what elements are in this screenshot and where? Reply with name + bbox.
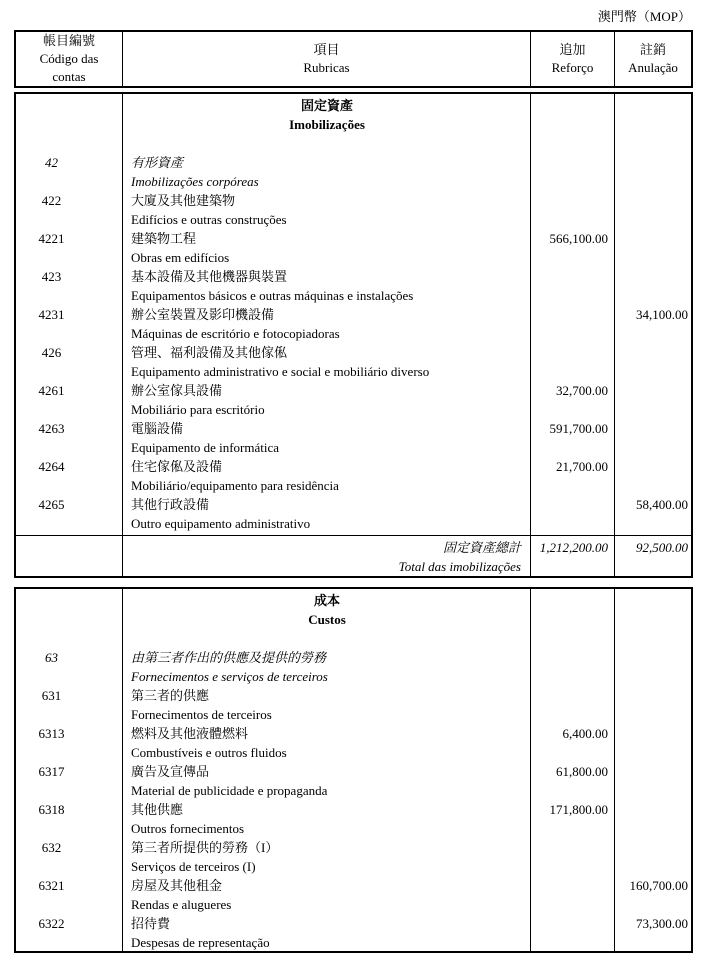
- amount-anulacao: [615, 267, 691, 286]
- c3-cell: [531, 557, 615, 576]
- table-line: [16, 305, 691, 324]
- amount-anulacao: 160,700.00: [629, 878, 688, 893]
- c4-cell: [615, 705, 691, 724]
- c1-cell: [16, 895, 123, 914]
- item-label-pt: Obras em edifícios: [131, 250, 230, 265]
- section-title-pt: Imobilizações: [289, 117, 365, 132]
- c1-cell: [16, 781, 123, 800]
- c4-cell: [615, 895, 691, 914]
- item-label-zh: 辦公室傢具設備: [131, 383, 223, 398]
- table-line: [16, 343, 691, 362]
- header-label: 註銷: [639, 42, 666, 57]
- table-line: [16, 914, 691, 933]
- c3-cell: [531, 819, 615, 838]
- item-label-zh: 基本設備及其他機器與裝置: [131, 269, 288, 284]
- header-label: 追加: [559, 42, 586, 57]
- total-label-pt: Total das imobilizações: [398, 559, 521, 574]
- item-label-pt: Fornecimentos de terceiros: [131, 707, 272, 722]
- table-line: [16, 933, 691, 952]
- account-code: 632: [41, 840, 62, 855]
- table-line: [16, 705, 691, 724]
- account-code: 631: [41, 688, 62, 703]
- table-line: [16, 267, 691, 286]
- c3-cell: [531, 895, 615, 914]
- table-line: [16, 557, 691, 576]
- c4-cell: [615, 591, 691, 610]
- c1-cell: [16, 557, 123, 576]
- item-label-zh: 其他行政設備: [131, 497, 210, 512]
- amount-reforco: [531, 267, 615, 286]
- amount-reforco: [531, 648, 615, 667]
- table-header: [14, 30, 693, 88]
- c1-cell: [16, 629, 123, 648]
- c4-cell: [615, 857, 691, 876]
- account-code: 4261: [38, 383, 65, 398]
- c4-cell: [615, 115, 691, 134]
- item-label-zh: 廣告及宣傳品: [131, 764, 210, 779]
- c4-cell: [615, 96, 691, 115]
- table-line: [16, 115, 691, 134]
- table-line: [16, 629, 691, 648]
- amount-reforco: [531, 838, 615, 857]
- table-line: [16, 324, 691, 343]
- c3-cell: [531, 705, 615, 724]
- amount-reforco: [531, 191, 615, 210]
- table-line: [16, 895, 691, 914]
- c3-cell: [531, 115, 615, 134]
- amount-anulacao: 58,400.00: [636, 497, 688, 512]
- table-line: [16, 876, 691, 895]
- c4-cell: [615, 134, 691, 153]
- account-code: 6322: [38, 916, 65, 931]
- table-line: [16, 381, 691, 400]
- item-label-pt: Equipamentos básicos e outras máquinas e instalações: [131, 288, 414, 303]
- amount-reforco: 591,700.00: [549, 421, 608, 436]
- item-label-pt: Rendas e alugueres: [131, 897, 232, 912]
- amount-anulacao: [615, 457, 691, 476]
- table-line: [16, 838, 691, 857]
- c3-cell: [531, 476, 615, 495]
- c1-cell: [16, 705, 123, 724]
- item-label-pt: Máquinas de escritório e fotocopiadoras: [131, 326, 340, 341]
- item-label-zh: 燃料及其他液體燃料: [131, 726, 249, 741]
- c4-cell: [615, 514, 691, 533]
- amount-anulacao: [615, 191, 691, 210]
- amount-anulacao: [615, 800, 691, 819]
- account-code: 4264: [38, 459, 65, 474]
- table-line: [16, 495, 691, 514]
- item-label-pt: Combustíveis e outros fluidos: [131, 745, 287, 760]
- table-line: [16, 210, 691, 229]
- table-line: [16, 857, 691, 876]
- c4-cell: [615, 248, 691, 267]
- item-label-pt: Imobilizações corpóreas: [131, 174, 259, 189]
- c4-cell: [615, 476, 691, 495]
- section-title-zh: 成本: [313, 593, 340, 608]
- item-label-zh: 其他供應: [131, 802, 184, 817]
- amount-anulacao: [615, 648, 691, 667]
- c1-cell: [16, 819, 123, 838]
- item-label-pt: Equipamento de informática: [131, 440, 280, 455]
- item-label-zh: 第三者的供應: [131, 688, 210, 703]
- account-code: 42: [45, 155, 58, 170]
- amount-anulacao: [615, 419, 691, 438]
- account-code: 4231: [38, 307, 65, 322]
- section-body: [16, 94, 691, 535]
- table-line: [16, 248, 691, 267]
- c4-cell: [615, 610, 691, 629]
- c4-cell: [615, 172, 691, 191]
- c1-cell: [16, 210, 123, 229]
- header-label: Anulação: [628, 60, 678, 75]
- account-code: 423: [41, 269, 62, 284]
- amount-anulacao: [615, 343, 691, 362]
- header-label: 帳目編號: [42, 33, 95, 48]
- table-line: [16, 610, 691, 629]
- amount-anulacao: [615, 724, 691, 743]
- amount-anulacao: 73,300.00: [636, 916, 688, 931]
- c1-cell: [16, 115, 123, 134]
- c1-cell: [16, 476, 123, 495]
- c3-cell: [531, 400, 615, 419]
- c1-cell: [16, 591, 123, 610]
- item-label-zh: 第三者所提供的勞務（I）: [131, 840, 279, 855]
- c3-cell: [531, 324, 615, 343]
- item-label-pt: Serviços de terceiros (I): [131, 859, 256, 874]
- amount-reforco: [531, 153, 615, 172]
- c4-cell: [615, 819, 691, 838]
- table-line: [16, 172, 691, 191]
- c4-cell: [615, 400, 691, 419]
- item-label-pt: Material de publicidade e propaganda: [131, 783, 328, 798]
- table-line: [16, 438, 691, 457]
- amount-reforco: 6,400.00: [562, 726, 608, 741]
- c3-cell: [531, 610, 615, 629]
- table-line: [16, 667, 691, 686]
- item-label-pt: Mobiliário para escritório: [131, 402, 265, 417]
- c3-cell: [531, 286, 615, 305]
- c4-cell: [615, 743, 691, 762]
- c1-cell: [16, 324, 123, 343]
- c1-cell: [16, 248, 123, 267]
- amount-reforco: [531, 914, 615, 933]
- c4-cell: [615, 286, 691, 305]
- c3-cell: [531, 591, 615, 610]
- amount-anulacao: [615, 153, 691, 172]
- c4-cell: [615, 324, 691, 343]
- item-label-pt: Despesas de representação: [131, 935, 270, 950]
- c4-cell: [615, 781, 691, 800]
- section-title-zh: 固定資產: [300, 98, 353, 113]
- total-amount-reforco: 1,212,200.00: [539, 540, 608, 555]
- header-col-rubricas: [123, 32, 530, 86]
- item-label-zh: 建築物工程: [131, 231, 197, 246]
- c4-cell: [615, 438, 691, 457]
- item-label-zh: 管理、福利設備及其他傢俬: [131, 345, 288, 360]
- account-code: 63: [45, 650, 58, 665]
- table-line: [16, 153, 691, 172]
- currency-label: 澳門幣（MOP）: [597, 9, 691, 24]
- item-label-pt: Outro equipamento administrativo: [131, 516, 311, 531]
- item-label-pt: Mobiliário/equipamento para residência: [131, 478, 339, 493]
- account-code: 6313: [38, 726, 65, 741]
- c3-cell: [531, 172, 615, 191]
- c3-cell: [531, 438, 615, 457]
- table-line: [16, 724, 691, 743]
- total-label-zh: 固定資產總計: [442, 540, 521, 555]
- table-line: [16, 419, 691, 438]
- c1-cell: [16, 538, 123, 557]
- amount-reforco: 566,100.00: [549, 231, 608, 246]
- table-line: [16, 743, 691, 762]
- c3-cell: [531, 210, 615, 229]
- c3-cell: [531, 362, 615, 381]
- amount-anulacao: [615, 838, 691, 857]
- header-col-reforco: [531, 32, 614, 86]
- item-label-zh: 電腦設備: [131, 421, 184, 436]
- c4-cell: [615, 362, 691, 381]
- table-line: [16, 538, 691, 557]
- item-label-zh: 辦公室裝置及影印機設備: [131, 307, 275, 322]
- section-custos: [14, 587, 693, 953]
- amount-reforco: 32,700.00: [556, 383, 608, 398]
- amount-reforco: [531, 305, 615, 324]
- table-line: [16, 648, 691, 667]
- table-line: [16, 134, 691, 153]
- c3-cell: [531, 857, 615, 876]
- c3-cell: [531, 743, 615, 762]
- header-label: Reforço: [551, 60, 594, 75]
- header-col-anulacao: [615, 32, 691, 86]
- account-code: 4221: [38, 231, 65, 246]
- table-line: [16, 762, 691, 781]
- c4-cell: [615, 210, 691, 229]
- total-amount-anulacao: 92,500.00: [636, 540, 688, 555]
- amount-reforco: 21,700.00: [556, 459, 608, 474]
- header-col-account-code: [16, 32, 122, 86]
- amount-anulacao: [615, 381, 691, 400]
- item-label-pt: Fornecimentos e serviços de terceiros: [131, 669, 328, 684]
- c1-cell: [16, 96, 123, 115]
- table-line: [16, 686, 691, 705]
- c2-cell: [123, 134, 531, 153]
- header-label: Rubricas: [303, 60, 350, 75]
- item-label-pt: Equipamento administrativo e social e mobiliário diverso: [131, 364, 430, 379]
- c1-cell: [16, 400, 123, 419]
- table-line: [16, 476, 691, 495]
- c1-cell: [16, 514, 123, 533]
- c1-cell: [16, 286, 123, 305]
- c1-cell: [16, 743, 123, 762]
- item-label-zh: 大廈及其他建築物: [131, 193, 236, 208]
- section-title-pt: Custos: [308, 612, 346, 627]
- item-label-zh: 招待費: [131, 916, 171, 931]
- c3-cell: [531, 629, 615, 648]
- account-code: 4265: [38, 497, 65, 512]
- table-line: [16, 362, 691, 381]
- item-label-zh: 房屋及其他租金: [131, 878, 223, 893]
- c4-cell: [615, 667, 691, 686]
- table-line: [16, 400, 691, 419]
- table-line: [16, 800, 691, 819]
- c1-cell: [16, 134, 123, 153]
- table-line: [16, 286, 691, 305]
- table-line: [16, 457, 691, 476]
- c1-cell: [16, 610, 123, 629]
- header-label: Código das: [39, 51, 99, 66]
- c3-cell: [531, 667, 615, 686]
- table-line: [16, 191, 691, 210]
- table-line: [16, 591, 691, 610]
- item-label-zh: 有形資產: [131, 155, 184, 170]
- account-code: 426: [41, 345, 62, 360]
- item-label-pt: Edifícios e outras construções: [131, 212, 287, 227]
- c3-cell: [531, 781, 615, 800]
- section-body: [16, 589, 691, 952]
- c3-cell: [531, 514, 615, 533]
- c3-cell: [531, 96, 615, 115]
- c4-cell: [615, 629, 691, 648]
- table-line: [16, 514, 691, 533]
- item-label-zh: 住宅傢俬及設備: [131, 459, 223, 474]
- amount-anulacao: [615, 229, 691, 248]
- amount-reforco: 171,800.00: [549, 802, 608, 817]
- c3-cell: [531, 134, 615, 153]
- account-code: 6318: [38, 802, 65, 817]
- section-imobilizacoes: [14, 92, 693, 578]
- amount-anulacao: [615, 686, 691, 705]
- amount-reforco: [531, 343, 615, 362]
- c2-cell: [123, 629, 531, 648]
- table-line: [16, 819, 691, 838]
- amount-reforco: [531, 495, 615, 514]
- section-total-row: [16, 535, 691, 576]
- c4-cell: [615, 933, 691, 952]
- header-label: 項目: [313, 42, 340, 57]
- c1-cell: [16, 933, 123, 952]
- amount-anulacao: 34,100.00: [636, 307, 688, 322]
- table-line: [16, 96, 691, 115]
- item-label-pt: Outros fornecimentos: [131, 821, 245, 836]
- account-code: 422: [41, 193, 62, 208]
- c1-cell: [16, 438, 123, 457]
- amount-reforco: 61,800.00: [556, 764, 608, 779]
- item-label-zh: 由第三者作出的供應及提供的勞務: [131, 650, 327, 665]
- amount-reforco: [531, 876, 615, 895]
- header-label: contas: [52, 69, 86, 84]
- c4-cell: [615, 557, 691, 576]
- table-line: [16, 781, 691, 800]
- c1-cell: [16, 857, 123, 876]
- account-code: 6321: [38, 878, 65, 893]
- c3-cell: [531, 248, 615, 267]
- account-code: 4263: [38, 421, 65, 436]
- c1-cell: [16, 667, 123, 686]
- account-code: 6317: [38, 764, 65, 779]
- table-line: [16, 229, 691, 248]
- c1-cell: [16, 172, 123, 191]
- c3-cell: [531, 933, 615, 952]
- amount-reforco: [531, 686, 615, 705]
- c1-cell: [16, 362, 123, 381]
- amount-anulacao: [615, 762, 691, 781]
